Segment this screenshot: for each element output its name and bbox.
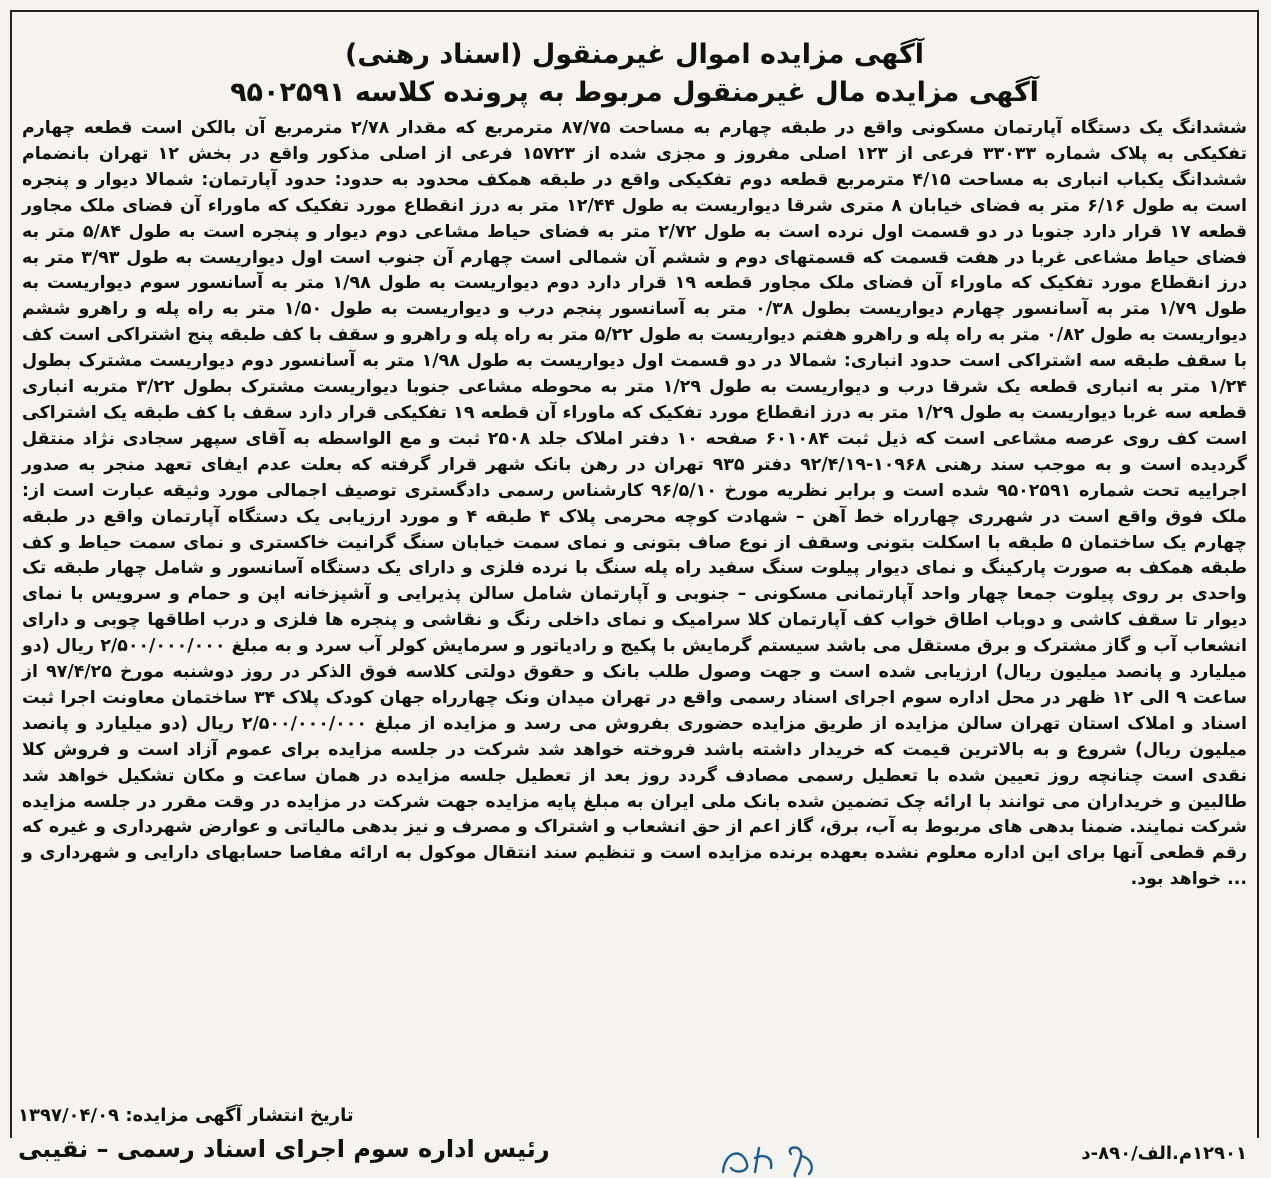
notice-title-line1: آگهی مزایده اموال غیرمنقول (اسناد رهنی): [344, 39, 924, 70]
publication-date: تاریخ انتشار آگهی مزایده: ۱۳۹۷/۰۴/۰۹: [18, 1105, 354, 1126]
notice-border-top: [10, 10, 1259, 12]
reference-number: ۱۲۹۰۱م.الف/۸۹۰-د: [1081, 1143, 1247, 1164]
notice-body: ششدانگ یک دستگاه آپارتمان مسکونی واقع در طبقه چهارم به مساحت ۸۷/۷۵ مترمربع که مقدار ۲/۷۸ مترمربع آن بالکن است قطعه چهارم تفکیکی به پلاک شماره ۳۳۰۳۳ فرعی از ۱۲۳ اصلی مفروز و مجزی شده از ۱۵۷۲۳ فرعی از اصلی مذکور واقع در بخش ۱۲ تهران بانضمام ششدانگ یکباب انباری به مساحت ۴/۱۵ مترمربع قطعه دوم تفکیکی واقع در طبقه همکف محدود به حدود: حدود آپارتمان: شمالا دیوار و پنجره است به طول ۶/۱۶ متر به فضای خیابان ۸ متری شرقا دیواریست به طول ۱۲/۴۴ متر به درز انقطاع مورد تفکیک که ماوراء آن فضای ملک مجاور قطعه ۱۷ قرار دارد جنوبا در دو قسمت اول نرده است به طول ۲/۷۲ متر به فضای حیاط مشاعی دوم دیوار و پنجره است به طول ۵/۸۴ متر به فضای حیاط مشاعی غربا در هفت قسمت که قسمتهای دوم و ششم آن شمالی است چهارم آن جنوب است اول دیواریست به طول ۳/۹۳ متر به درز انقطاع مورد تفکیک که ماوراء آن فضای ملک مجاور قطعه ۱۹ قرار دارد دوم دیواریست به طول ۱/۹۸ متر به آسانسور سوم دیواریست به طول ۱/۷۹ متر به آسانسور چهارم دیواریست بطول ۰/۳۸ متر به آسانسور پنجم درب و دیواریست به طول ۱/۵۰ متر به راه پله و راهرو ششم دیواریست به طول ۰/۸۲ متر به راه پله و راهرو هفتم دیواریست به طول ۵/۲۲ متر به راه پله و راهرو و سقف با کف طبقه پنج اشتراکی است کف با سقف طبقه سه اشتراکی است حدود انباری: شمالا در دو قسمت اول دیواریست به طول ۱/۹۸ متر به آسانسور دوم دیواریست مشترک بطول ۱/۲۴ متر به انباری قطعه یک شرقا درب و دیواریست به طول ۱/۲۹ متر به محوطه مشاعی جنوبا دیواریست مشترک بطول ۳/۲۲ متربه انباری قطعه سه غربا دیواریست به طول ۱/۲۹ متر به درز انقطاع مورد تفکیک که ماوراء آن قطعه ۱۹ تفکیکی قرار دارد سقف با کف طبقه یک اشتراکی است کف روی عرصه مشاعی است که ذیل ثبت ۶۰۱۰۸۴ صفحه ۱۰ دفتر املاک جلد ۲۵۰۸ ثبت و مع الواسطه به آقای سپهر سجادی نژاد منتقل گردیده است و به موجب سند رهنی ۱۰۹۶۸-۹۲/۴/۱۹ دفتر ۹۳۵ تهران در رهن بانک شهر قرار گرفته که بعلت عدم ایفای تعهد منجر به صدور اجراییه تحت شماره ۹۵۰۲۵۹۱ شده است و برابر نظریه مورخ ۹۶/۵/۱۰ کارشناس رسمی دادگستری توصیف اجمالی مورد وثیقه عبارت است از: ملک فوق واقع است در شهرری چهارراه خط آهن – شهادت کوچه محرمی پلاک ۴ طبقه ۴ و مورد ارزیابی یک دستگاه آپارتمان واقع در طبقه چهارم یک ساختمان ۵ طبقه با اسکلت بتونی وسقف از نوع صاف بتونی و نمای سمت خیابان سنگ گرانیت خاکستری و نمای سمت حیاط و کف طبقه همکف به صورت پارکینگ و نمای دیوار پیلوت سنگ سفید راه پله سنگ با نرده فلزی و دارای یک دستگاه آسانسور و شامل چهار طبقه تک واحدی بر روی پیلوت جمعا چهار واحد آپارتمانی مسکونی – جنوبی و آپارتمان شامل سالن پذیرایی و آشپزخانه اپن و حمام و سرویس با نمای دیوار تا سقف کاشی و دوباب اطاق خواب کف آپارتمان کلا سرامیک و نمای داخلی رنگ و نقاشی و پنجره ها فلزی و درب اطاقها چوبی و دارای انشعاب آب و گاز مشترک و برق مستقل می باشد سیستم گرمایش با پکیج و رادیاتور و سرمایش کولر آب سرد و به مبلغ ۲/۵۰۰/۰۰۰/۰۰۰ ریال (دو میلیارد و پانصد میلیون ریال) ارزیابی شده است و جهت وصول طلب بانک و حقوق دولتی کلاسه فوق الذکر در روز دوشنبه مورخ ۹۷/۴/۲۵ از ساعت ۹ الی ۱۲ ظهر در محل اداره سوم اجرای اسناد رسمی واقع در تهران میدان ونک چهارراه جهان کودک پلاک ۳۴ ساختمان معاونت اجرا ثبت اسناد و املاک استان تهران سالن مزایده از طریق مزایده حضوری بفروش می رسد و مزایده از مبلغ ۲/۵۰۰/۰۰۰/۰۰۰ ریال (دو میلیارد و پانصد میلیون ریال) شروع و به بالاترین قیمت که خریدار داشته باشد فروخته خواهد شد شرکت در جلسه مزایده برای عموم آزاد است و فروش کلا نقدی است چنانچه روز تعیین شده با تعطیل رسمی مصادف گردد روز بعد از تعطیل جلسه مزایده در همان ساعت و مکان تشکیل خواهد شد طالبین و خریداران می توانند با ارائه چک تضمین شده بانک ملی ایران به مبلغ پایه مزایده جهت شرکت در مزایده در وقت مقرر در جلسه مزایده شرکت نمایند. ضمنا بدهی های مربوط به آب، برق، گاز اعم از حق انشعاب و اشتراک و مصرف و نیز بدهی مالیاتی و عوارض شهرداری و غیره که رقم قطعی آنها برای این اداره معلوم نشده بعهده برنده مزایده است و تنظیم سند انتقال موکول به ارائه مفاصا حسابهای دارایی و شهرداری و ... خواهد بود.: [22, 118, 1248, 890]
auction-notice: [18, 36, 1251, 893]
notice-footer: [18, 1105, 1251, 1175]
notice-border-right: [1257, 10, 1259, 1138]
notice-border-left: [10, 10, 12, 1138]
handwritten-mark: [715, 1138, 835, 1178]
signature: رئیس اداره سوم اجرای اسناد رسمی – نقیبی: [18, 1135, 550, 1163]
notice-title-line2: آگهی مزایده مال غیرمنقول مربوط به پرونده کلاسه ۹۵۰۲۵۹۱: [230, 77, 1039, 108]
